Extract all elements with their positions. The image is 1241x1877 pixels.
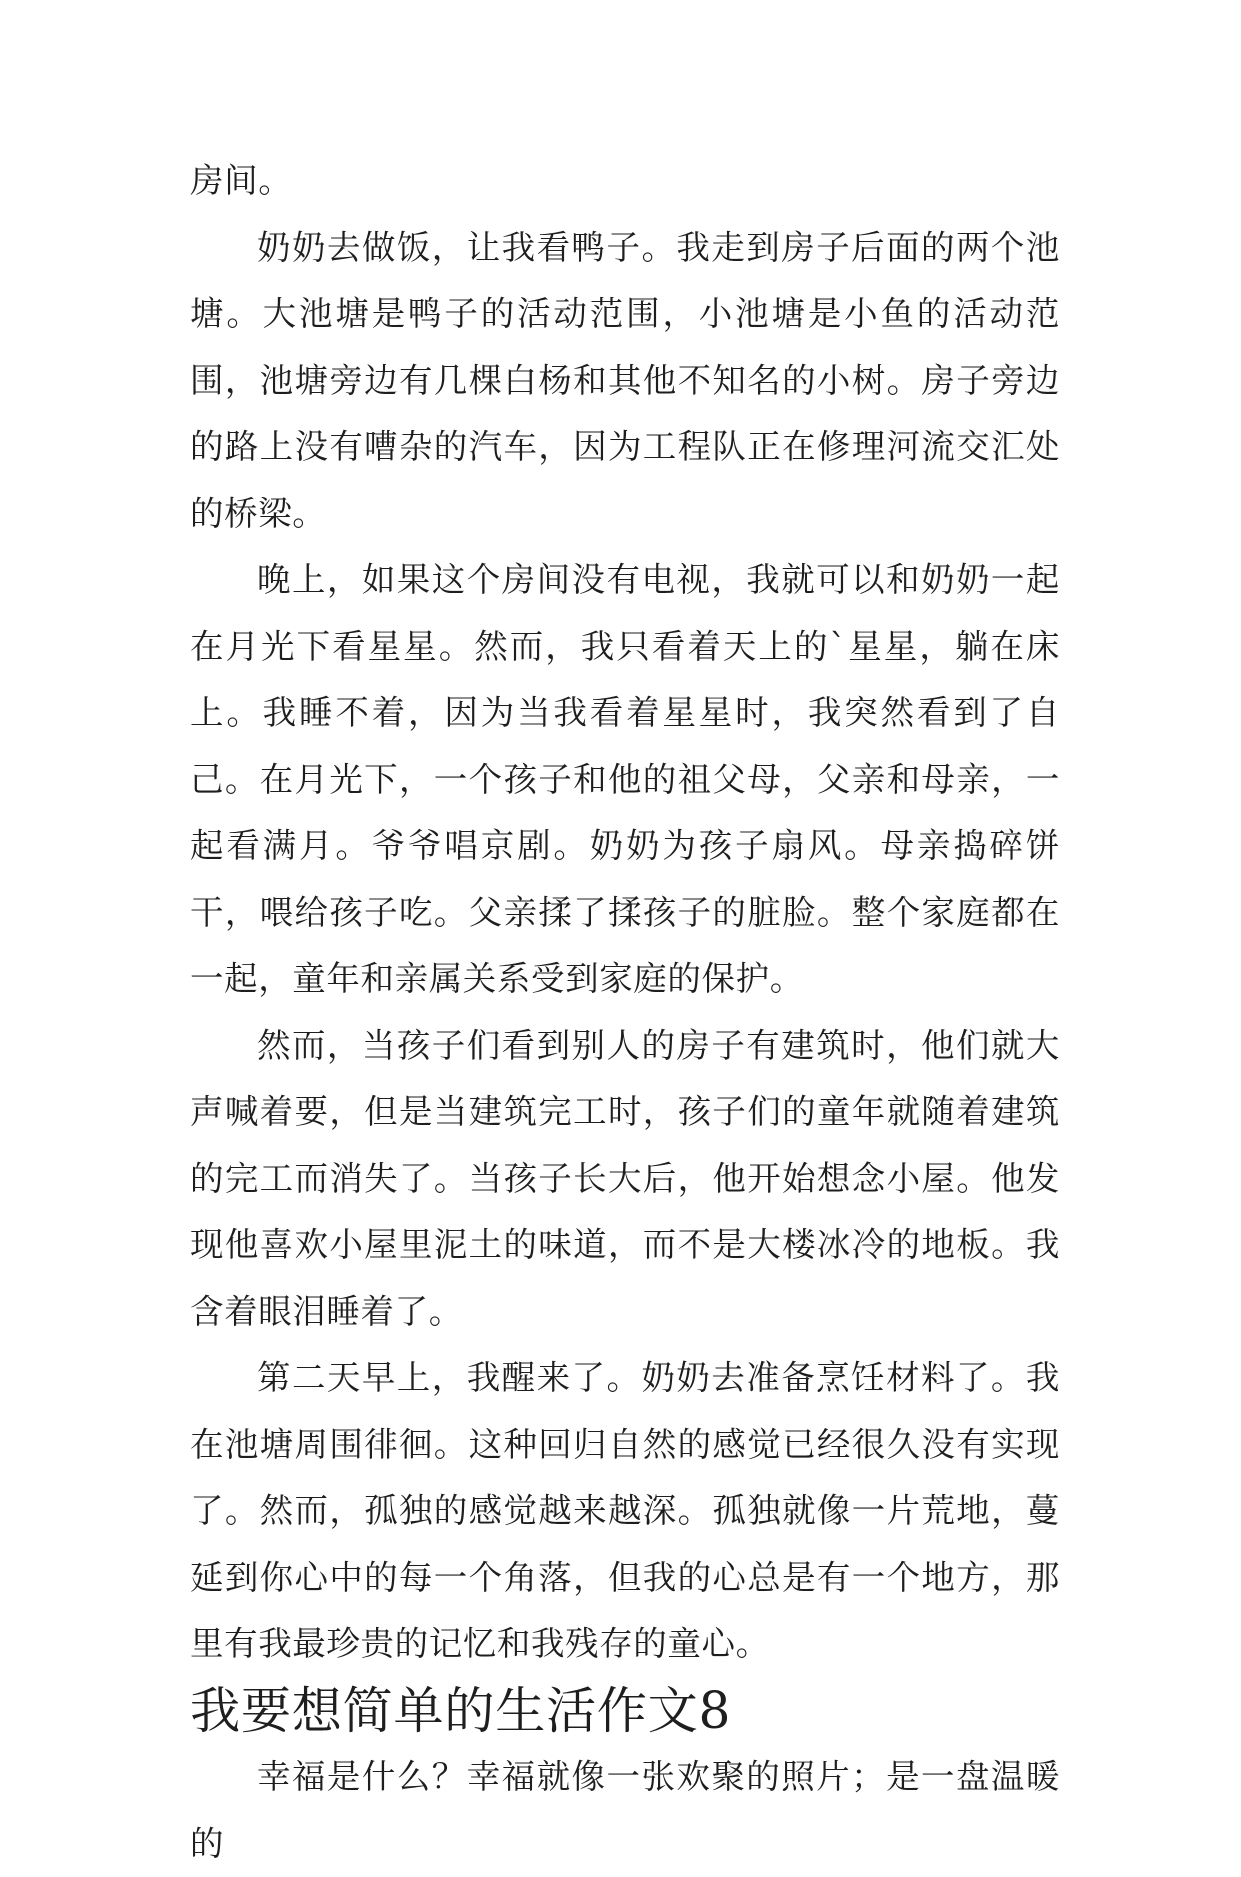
- closing-paragraph: 幸福是什么？幸福就像一张欢聚的照片；是一盘温暖的: [190, 1757, 1060, 1863]
- paragraph-1: 房间。: [190, 161, 293, 200]
- paragraph-5: 第二天早上，我醒来了。奶奶去准备烹饪材料了。我在池塘周围徘徊。这种回归自然的感觉已经很久没有实现了。然而，孤独的感觉越来越深。孤独就像一片荒地，蔓延到你心中的每一个角落，但我的心总是有一个地方，那里有我最珍贵的记忆和我残存的童心。: [190, 1358, 1060, 1663]
- document-body: [190, 148, 1060, 1877]
- paragraph-3: 晚上，如果这个房间没有电视，我就可以和奶奶一起在月光下看星星。然而，我只看着天上的`星星，躺在床上。我睡不着，因为当我看着星星时，我突然看到了自己。在月光下，一个孩子和他的祖父母，父亲和母亲，一起看满月。爷爷唱京剧。奶奶为孩子扇风。母亲捣碎饼干，喂给孩子吃。父亲揉了揉孩子的脏脸。整个家庭都在一起，童年和亲属关系受到家庭的保护。: [190, 560, 1060, 998]
- section-heading: 我要想简单的生活作文8: [190, 1680, 732, 1740]
- paragraph-4: 然而，当孩子们看到别人的房子有建筑时，他们就大声喊着要，但是当建筑完工时，孩子们的童年就随着建筑的完工而消失了。当孩子长大后，他开始想念小屋。他发现他喜欢小屋里泥土的味道，而不是大楼冰冷的地板。我含着眼泪睡着了。: [190, 1025, 1060, 1331]
- paragraph-2: 奶奶去做饭，让我看鸭子。我走到房子后面的两个池塘。大池塘是鸭子的活动范围，小池塘是小鱼的活动范围，池塘旁边有几棵白杨和其他不知名的小树。房子旁边的路上没有嘈杂的汽车，因为工程队正在修理河流交汇处的桥梁。: [190, 227, 1060, 533]
